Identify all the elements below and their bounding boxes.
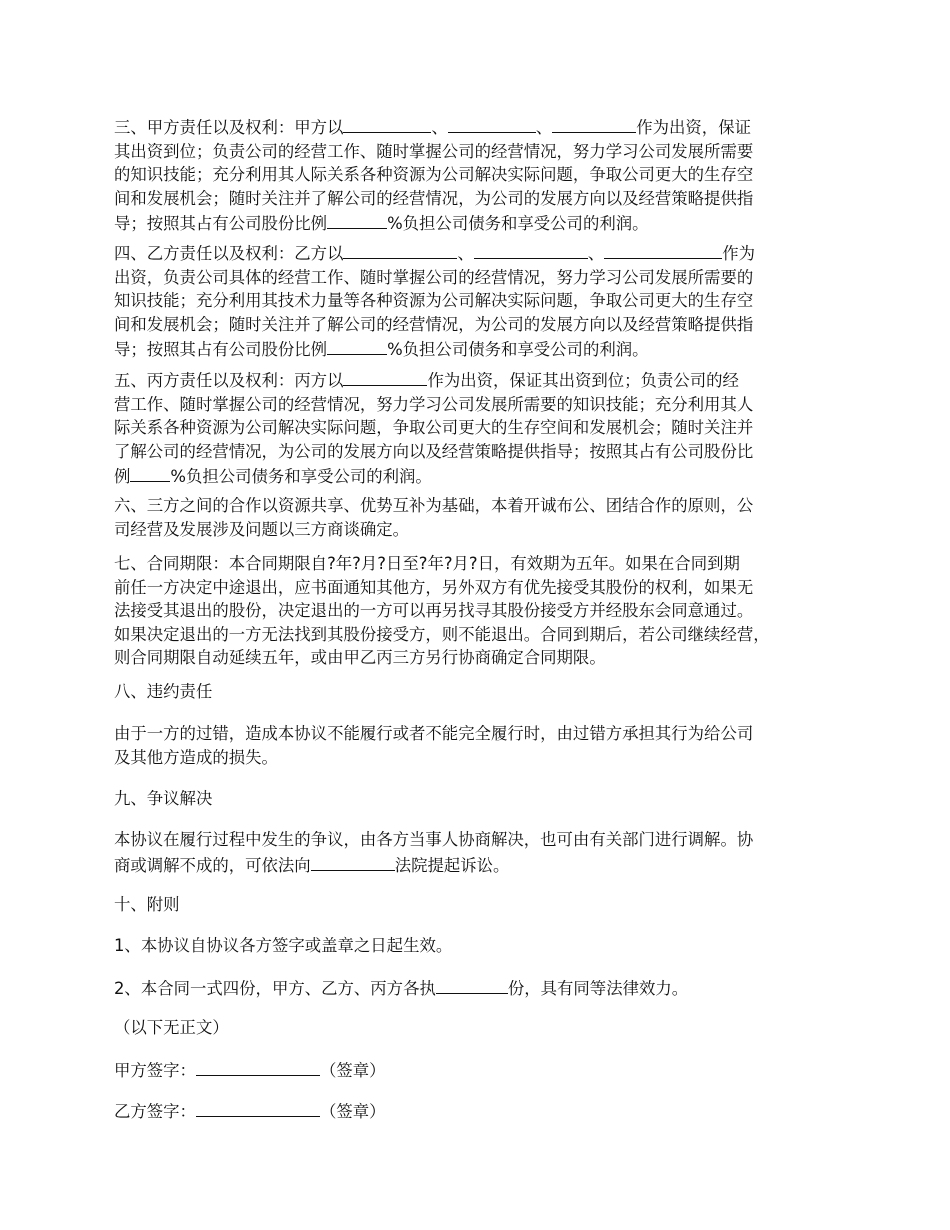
signature-label: 乙方签字： [114, 1102, 196, 1121]
signature-field[interactable] [196, 1098, 320, 1117]
text-line: 及其他方造成的损失。 [114, 747, 278, 767]
blank-field[interactable] [311, 852, 395, 871]
section-8-title: 八、违约责任 [114, 682, 213, 701]
blank-field[interactable] [130, 463, 170, 482]
blank-field[interactable] [448, 114, 536, 133]
text-line: 商或调解不成的，可依法向 法院提起诉讼。 [114, 852, 839, 878]
text-line: 六、三方之间的合作以资源共享、优势互补为基础，本着开诚布公、团结合作的原则，公 [114, 496, 754, 515]
text-line: 四、乙方责任以及权利：乙方以 、 、 作为 [114, 240, 839, 266]
text-line: 法接受其退出的股份，决定退出的一方可以再另找寻其股份接受方并经股东会同意通过。 [114, 601, 754, 620]
text-line: 营工作、随时掌握公司的经营情况，努力学习公司发展所需要的知识技能；充分利用其人 [114, 394, 754, 414]
text-line: 导；按照其占有公司股份比例 %负担公司债务和享受公司的利润。 [114, 336, 839, 362]
blank-field[interactable] [343, 240, 457, 259]
text-line: 司经营及发展涉及问题以三方商谈确定。 [114, 519, 410, 539]
section-10-title: 十、附则 [114, 895, 180, 914]
section-3-party-a [114, 114, 839, 236]
blank-field[interactable] [436, 975, 508, 994]
no-body-note: （以下无正文） [114, 1018, 229, 1037]
section-4-party-b [114, 240, 839, 362]
blank-field[interactable] [552, 114, 636, 133]
blank-field[interactable] [327, 336, 387, 355]
text-line: 导；按照其占有公司股份比例 %负担公司债务和享受公司的利润。 [114, 210, 839, 236]
section-9-title: 九、争议解决 [114, 789, 213, 808]
blank-field[interactable] [343, 367, 427, 386]
appendix-item-2: 2、本合同一式四份，甲方、乙方、丙方各执 份，具有同等法律效力。 [114, 975, 839, 1001]
text-line: 七、合同期限：本合同期限自?年?月?日至?年?月?日，有效期为五年。如果在合同到期 [114, 554, 740, 573]
text-line: 出资，负责公司具体的经营工作、随时掌握公司的经营情况，努力学习公司发展所需要的 [114, 267, 754, 287]
text-line: 三、甲方责任以及权利：甲方以 、 、 作为出资，保证 [114, 114, 839, 140]
text-line: 则合同期限自动延续五年，或由甲乙丙三方另行协商确定合同期限。 [114, 648, 606, 667]
text-line: 知识技能；充分利用其技术力量等各种资源为公司解决实际问题，争取公司更大的生存空 [114, 291, 754, 310]
text-line: 其出资到位；负责公司的经营工作、随时掌握公司的经营情况，努力学习公司发展所需要 [114, 141, 754, 161]
signature-label: 甲方签字： [114, 1061, 196, 1080]
text-line: 五、丙方责任以及权利：丙方以 作为出资，保证其出资到位；负责公司的经 [114, 367, 839, 393]
section-6-cooperation [114, 494, 839, 541]
section-8-liability [114, 722, 839, 769]
section-9-dispute [114, 828, 839, 877]
text-line: 前任一方决定中途退出，应书面通知其他方，另外双方有优先接受其股份的权利，如果无 [114, 577, 754, 597]
text-line: 间和发展机会；随时关注并了解公司的经营情况，为公司的发展方向以及经营策略提供指 [114, 314, 754, 334]
seal-label: （签章） [319, 1102, 386, 1121]
blank-field[interactable] [474, 240, 588, 259]
text-line: 由于一方的过错，造成本协议不能履行或者不能完全履行时，由过错方承担其行为给公司 [114, 724, 754, 743]
text-line: 例 %负担公司债务和享受公司的利润。 [114, 463, 839, 489]
section-7-term [114, 552, 839, 670]
signature-party-a [114, 1057, 839, 1083]
blank-field[interactable] [343, 114, 431, 133]
blank-field[interactable] [327, 210, 387, 229]
text-line: 了解公司的经营情况，为公司的发展方向以及经营策略提供指导；按照其占有公司股份比 [114, 441, 754, 461]
text-line: 本协议在履行过程中发生的争议，由各方当事人协商解决，也可由有关部门进行调解。协 [114, 830, 754, 849]
signature-party-b [114, 1098, 839, 1124]
text-line: 间和发展机会；随时关注并了解公司的经营情况，为公司的发展方向以及经营策略提供指 [114, 188, 754, 208]
text-line: 的知识技能；充分利用其人际关系各种资源为公司解决实际问题，争取公司更大的生存空 [114, 165, 754, 184]
text-line: 际关系各种资源为公司解决实际问题，争取公司更大的生存空间和发展机会；随时关注并 [114, 418, 754, 437]
appendix-item-1: 1、本协议自协议各方签字或盖章之日起生效。 [114, 936, 453, 955]
seal-label: （签章） [319, 1061, 386, 1080]
text-line: 如果决定退出的一方无法找到其股份接受方，则不能退出。合同到期后，若公司继续经营， [114, 624, 770, 644]
signature-field[interactable] [196, 1057, 320, 1076]
blank-field[interactable] [604, 240, 722, 259]
section-5-party-c [114, 367, 839, 489]
